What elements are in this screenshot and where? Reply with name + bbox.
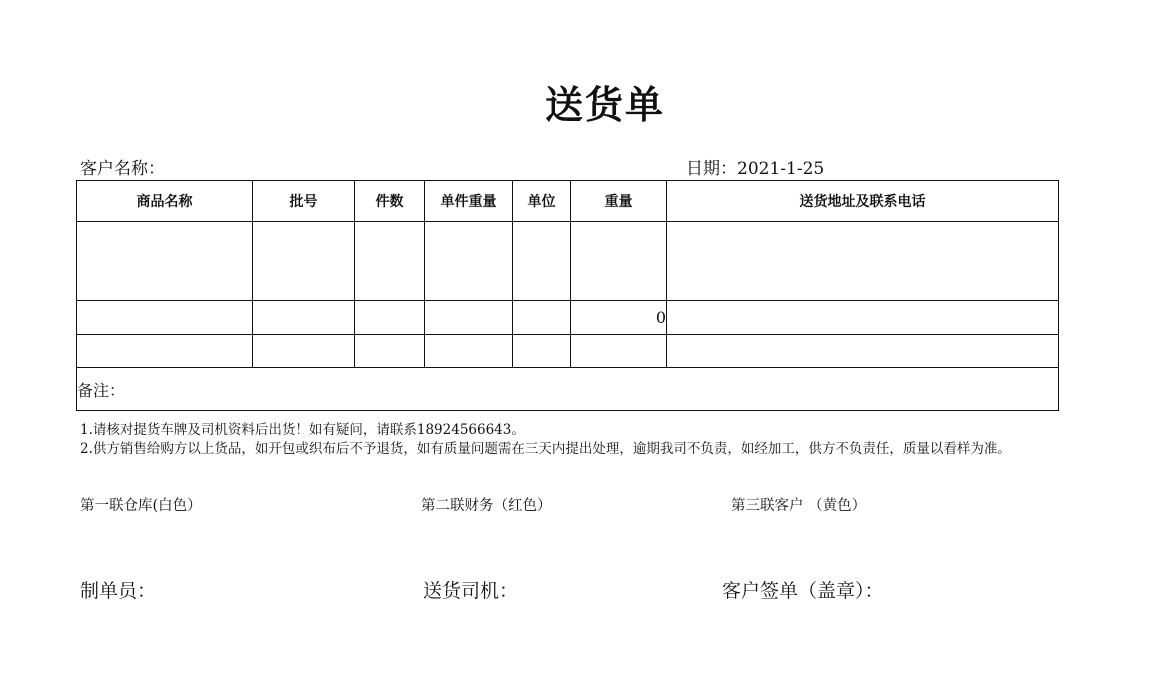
header-product-name: 商品名称 — [77, 181, 253, 222]
cell-piece-count[interactable] — [355, 301, 425, 335]
cell-product-name[interactable] — [77, 335, 253, 368]
goods-table — [76, 180, 1059, 411]
cell-address-phone[interactable] — [667, 222, 1059, 301]
cell-piece-count[interactable] — [355, 335, 425, 368]
remark-label[interactable]: 备注： — [77, 368, 1059, 411]
cell-piece-count[interactable] — [355, 222, 425, 301]
cell-unit-weight[interactable] — [425, 222, 513, 301]
header-weight: 重量 — [571, 181, 667, 222]
note-1: 1.请核对提货车牌及司机资料后出货！如有疑问，请联系18924566643。 — [80, 422, 525, 438]
cell-batch-number[interactable] — [253, 301, 355, 335]
cell-weight-total[interactable]: 0 — [571, 301, 667, 335]
cell-address-phone[interactable] — [667, 335, 1059, 368]
signature-customer: 客户签单（盖章）： — [722, 580, 884, 602]
cell-product-name[interactable] — [77, 222, 253, 301]
header-batch-number: 批号 — [253, 181, 355, 222]
note-2: 2.供方销售给购方以上货品，如开包或织布后不予退货，如有质量问题需在三天内提出处理，逾期我司不负责，如经加工，供方不负责任，质量以看样为准。 — [80, 441, 1011, 457]
header-address-phone: 送货地址及联系电话 — [667, 181, 1059, 222]
copy-third-customer: 第三联客户 （黄色） — [731, 498, 867, 514]
signature-maker: 制单员： — [80, 580, 157, 602]
table-header-row — [77, 181, 1059, 222]
cell-unit[interactable] — [513, 301, 571, 335]
cell-unit[interactable] — [513, 335, 571, 368]
cell-address-phone[interactable] — [667, 301, 1059, 335]
header-piece-count: 件数 — [355, 181, 425, 222]
notes-section — [80, 421, 1055, 459]
header-unit: 单位 — [513, 181, 571, 222]
cell-product-name[interactable] — [77, 301, 253, 335]
customer-name-label: 客户名称： — [80, 159, 165, 179]
copy-first-warehouse: 第一联仓库(白色） — [80, 498, 202, 514]
remark-row — [77, 368, 1059, 411]
cell-weight[interactable] — [571, 222, 667, 301]
cell-unit-weight[interactable] — [425, 301, 513, 335]
copy-second-finance: 第二联财务（红色） — [421, 498, 552, 514]
cell-batch-number[interactable] — [253, 335, 355, 368]
header-unit-weight: 单件重量 — [425, 181, 513, 222]
cell-batch-number[interactable] — [253, 222, 355, 301]
table-row — [77, 301, 1059, 335]
document-title: 送货单 — [545, 82, 666, 127]
cell-unit[interactable] — [513, 222, 571, 301]
table-row — [77, 222, 1059, 301]
signature-driver: 送货司机： — [423, 580, 519, 602]
cell-unit-weight[interactable] — [425, 335, 513, 368]
table-row — [77, 335, 1059, 368]
date-line: 日期：2021-1-25 — [686, 159, 825, 179]
cell-weight[interactable] — [571, 335, 667, 368]
